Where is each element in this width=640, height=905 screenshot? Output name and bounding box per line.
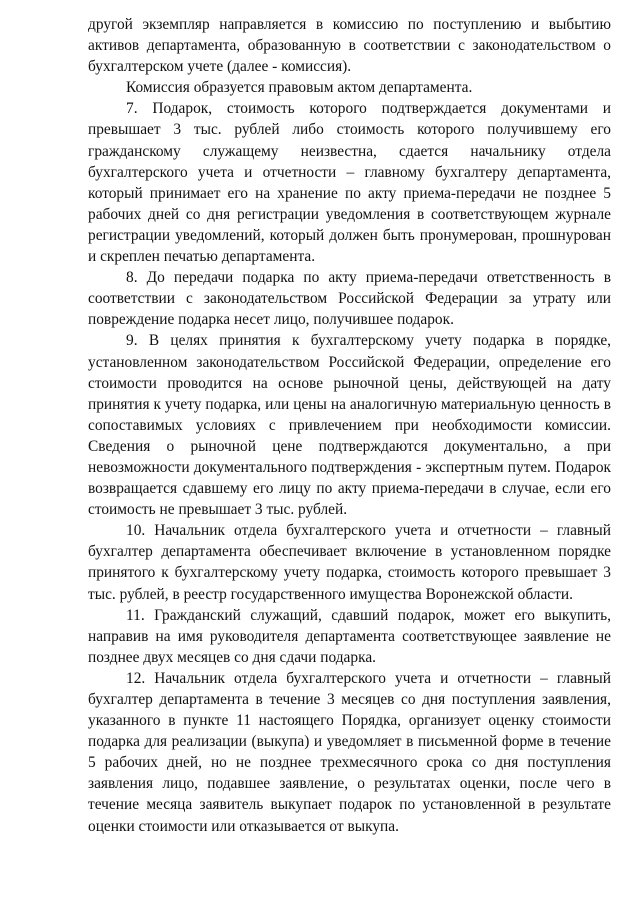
paragraph-commission: Комиссия образуется правовым актом департамента. (126, 79, 473, 97)
paragraph-item-9: 9. В целях принятия к бухгалтерскому учету подарка в порядке, установленном законодательством Российской Федерации, определение его стоимости проводится на основе рыночной цены, действующей на дату принятия к учету подарка, или цены на аналогичную материальную ценность в сопоставимых условиях с привлечением при необходимости комиссии. Сведения о рыночной цене подтверждаются документально, а при невозможности документального подтверждения - экспертным путем. Подарок возвращается сдавшему его лицу по акту приема-передачи в случае, если его стоимость не превышает 3 тыс. рублей. (88, 332, 611, 519)
paragraph-intro: другой экземпляр направляется в комиссию по поступлению и выбытию активов департамента, образованную в соответствии с законодательством о бухгалтерском учете (далее - комиссия). (88, 16, 611, 76)
paragraph-item-7: 7. Подарок, стоимость которого подтверждается документами и превышает 3 тыс. рублей либо стоимость которого получившему его гражданскому служащему неизвестна, сдается начальнику отдела бухгалтерского учета и отчетности – главному бухгалтеру департамента, который принимает его на хранение по акту приема-передачи не позднее 5 рабочих дней со дня регистрации уведомления в соответствующем журнале регистрации уведомлений, который должен быть пронумерован, прошнурован и скреплен печатью департамента. (88, 100, 611, 266)
paragraph-item-11: 11. Гражданский служащий, сдавший подарок, может его выкупить, направив на имя руководителя департамента соответствующее заявление не позднее двух месяцев со дня сдачи подарка. (88, 606, 611, 666)
paragraph-item-10: 10. Начальник отдела бухгалтерского учета и отчетности – главный бухгалтер департамента обеспечивает включение в установленном порядке принятого к бухгалтерскому учету подарка, стоимость которого превышает 3 тыс. рублей, в реестр государственного имущества Воронежской области. (88, 522, 611, 603)
document-page (88, 14, 611, 837)
paragraph-item-8: 8. До передачи подарка по акту приема-передачи ответственность в соответствии с законодательством Российской Федерации за утрату или повреждение подарка несет лицо, получившее подарок. (88, 269, 611, 329)
paragraph-item-12: 12. Начальник отдела бухгалтерского учета и отчетности – главный бухгалтер департамента в течение 3 месяцев со дня поступления заявления, указанного в пункте 11 настоящего Порядка, организует оценку стоимости подарка для реализации (выкупа) и уведомляет в письменной форме в течение 5 рабочих дней, но не позднее трехмесячного срока со дня поступления заявления лицо, подавшее заявление, о результатах оценки, после чего в течение месяца заявитель выкупает подарок по установленной в результате оценки стоимости или отказывается от выкупа. (88, 669, 611, 835)
